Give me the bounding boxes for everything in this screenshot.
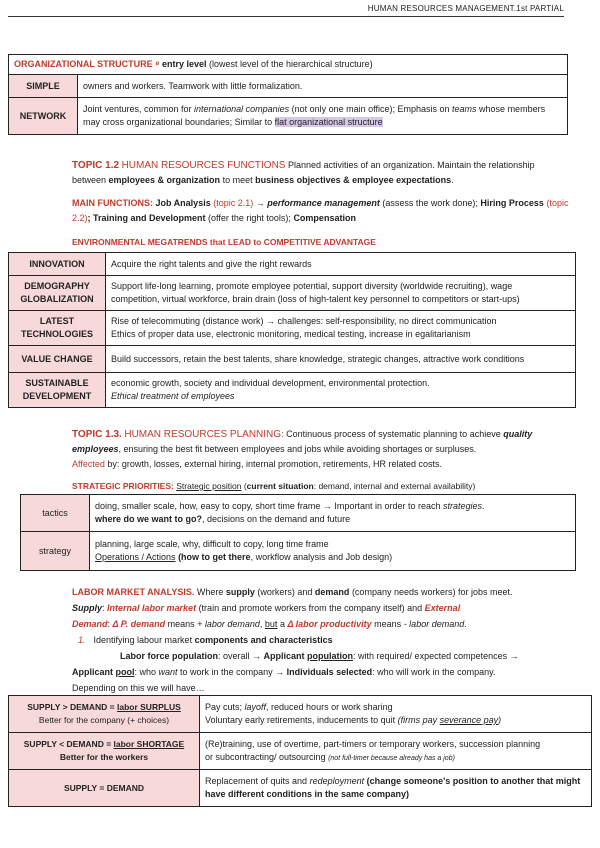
network-t2: international companies: [194, 104, 290, 114]
shortage-label1: SUPPLY < DEMAND =: [23, 739, 114, 749]
tactics-l2a: where do we want to go?: [95, 514, 203, 524]
labor-item1b: components and characteristics: [194, 635, 333, 645]
shortage-text: [200, 733, 592, 770]
labor-ap4: want: [158, 667, 178, 677]
org-title-rest: (lowest level of the hierarchical structure): [209, 59, 373, 69]
simple-label: SIMPLE: [9, 75, 78, 98]
equal-label: SUPPLY = DEMAND: [9, 770, 200, 807]
page-header: HUMAN RESOURCES MANAGEMENT.1st PARTIAL: [367, 4, 564, 13]
surplus-l2b: (firms pay: [397, 715, 440, 725]
megatrend-line: Ethics of proper data use, electronic monitoring, medical testing, increase in egalitarianism: [111, 329, 471, 339]
megatrend-line: Acquire the right talents and give the right rewards: [111, 258, 312, 269]
topic12-num: TOPIC 1.2: [72, 160, 120, 171]
mf1: Job Analysis: [155, 198, 211, 208]
shortage-l1: (Re)training, use of overtime, part-timers or temporary workers, succession planning: [205, 738, 541, 749]
labor-s1: Supply: [72, 603, 103, 613]
surplus-l2d: ): [498, 715, 502, 725]
tactics-text: [90, 495, 576, 532]
labor-d10: means: [371, 619, 404, 629]
topic13-d2: quality employees: [72, 429, 533, 454]
org-title-bold: entry level: [161, 59, 207, 69]
network-text: [78, 98, 568, 135]
topic13-title: HUMAN RESOURCES PLANNING: [124, 429, 282, 440]
surplus-l2a: Voluntary early retirements, inducements to quit: [205, 715, 398, 725]
shortage-l2a: or subcontracting/ outsourcing: [205, 751, 329, 762]
labor-d6: ,: [259, 619, 265, 629]
labor-d11: - labor demand: [403, 619, 465, 629]
megatrend-text: [106, 276, 576, 311]
strategy-l2b: (how to get there: [178, 552, 251, 562]
strategy-text: [90, 532, 576, 571]
megatrend-line: Ethical treatment of employees: [111, 391, 235, 401]
megatrend-label: LATEST TECHNOLOGIES: [9, 311, 106, 346]
network-label: NETWORK: [9, 98, 78, 135]
equal-text: [200, 770, 592, 807]
topic12-desc1: Planned activities of an organization. Maintain the relationship between: [72, 160, 535, 185]
megatrend-line: Support life-long learning, promote employee potential, support diversity (worldwide recruiting), wage: [111, 281, 513, 291]
labor-intro: [72, 584, 572, 696]
strategic-priorities: [72, 479, 570, 494]
network-t3: (not only one main office); Emphasis on: [289, 104, 453, 114]
labor-t5: (company needs workers) for jobs meet.: [349, 587, 513, 597]
megatrend-label: INNOVATION: [9, 253, 106, 276]
sp-c: current situation: [246, 481, 314, 491]
strategy-label: strategy: [21, 532, 90, 571]
strategy-l2c: , workflow analysis and Job design): [250, 552, 393, 562]
topic12-desc5: .: [451, 175, 454, 185]
labor-d4: means: [165, 619, 198, 629]
labor-d7: but: [264, 619, 278, 629]
surplus-label: [9, 696, 200, 733]
org-structure-table: [8, 54, 568, 135]
header-rule: [8, 16, 564, 17]
network-t1: Joint ventures, common for: [83, 104, 195, 114]
mf1-c: (assess the work done);: [382, 198, 478, 208]
mf2-ref: (topic 2.2): [72, 198, 569, 223]
labor-d2: :: [107, 619, 113, 629]
labor-ap3: : who: [134, 667, 159, 677]
topic12-desc4: business objectives & employee expectations: [255, 175, 452, 185]
topic13-num: TOPIC 1.3.: [72, 429, 122, 440]
tactics-l1b: strategies: [443, 501, 483, 511]
surplus-label1: SUPPLY > DEMAND =: [27, 702, 117, 712]
affected-text: by: growth, losses, external hiring, internal promotion, retirements, HR related costs.: [107, 459, 443, 469]
megatrends-table: [8, 252, 576, 408]
network-t6: flat organizational structure: [274, 117, 383, 127]
megatrend-text: [106, 346, 576, 373]
sp-label: STRATEGIC PRIORITIES:: [72, 481, 174, 491]
mf2: Hiring Process: [480, 198, 544, 208]
sp-b: (: [243, 481, 247, 491]
mf3: ; Training and Development: [87, 213, 206, 223]
labor-title: LABOR MARKET ANALYSIS.: [72, 587, 195, 597]
org-title-mark: ⁸: [155, 59, 160, 69]
tactics-l1a: doing, smaller scale, how, easy to copy, short time frame → Important in order to reach: [95, 501, 443, 511]
megatrend-label: SUSTAINABLE DEVELOPMENT: [9, 373, 106, 408]
labor-ap1: Applicant: [72, 667, 116, 677]
shortage-label: [9, 733, 200, 770]
labor-t3: (workers) and: [254, 587, 315, 597]
topic12-title: HUMAN RESOURCES FUNCTIONS: [121, 160, 286, 171]
main-functions: [72, 196, 570, 226]
labor-s2: :: [102, 603, 108, 613]
megatrend-label: DEMOGRAPHY GLOBALIZATION: [9, 276, 106, 311]
labor-ap5: to work in the company →: [177, 667, 287, 677]
mf1-ref: (topic 2.1): [213, 198, 254, 208]
labor-d12: .: [464, 619, 467, 629]
surplus-label2: Better for the company (+ choices): [38, 715, 170, 725]
megatrend-line: Rise of telecommuting (distance work) → challenges: self-responsibility, no direct communication: [111, 316, 497, 326]
network-t5: whose members may cross organizational boundaries; Similar to: [83, 104, 546, 127]
labor-item1a: Identifying labour market: [93, 635, 195, 645]
equal-l2: have different conditions in the same company): [205, 789, 410, 799]
mf4: Compensation: [293, 213, 356, 223]
labor-ap7: : who will work in the company.: [372, 667, 496, 677]
topic12-intro: [72, 158, 570, 188]
network-t4: teams: [452, 104, 477, 114]
org-title-cell: [9, 55, 568, 75]
labor-item-num: 1.: [78, 635, 86, 645]
affected-label: Affected: [72, 459, 105, 469]
strategy-l2a: Operations / Actions: [95, 552, 176, 562]
strategy-l1: planning, large scale, why, difficult to copy, long time frame: [95, 539, 329, 549]
labor-ap2: pool: [115, 667, 135, 677]
tactics-l1c: .: [482, 501, 485, 511]
surplus-label1u: labor SURPLUS: [117, 702, 181, 712]
tactics-label: tactics: [21, 495, 90, 532]
surplus-l1c: , reduced hours or work sharing: [266, 702, 393, 712]
megatrend-text: [106, 253, 576, 276]
labor-lf1: Labor force population: [120, 651, 218, 661]
megatrend-label: VALUE CHANGE: [9, 346, 106, 373]
labor-d1: Demand: [72, 619, 108, 629]
equal-l1a: Replacement of quits and: [205, 776, 310, 786]
surplus-l2c: severance pay: [439, 715, 499, 725]
mf1-arrow: →: [255, 198, 265, 208]
megatrend-text: [106, 311, 576, 346]
topic12-desc2: employees & organization: [108, 175, 221, 185]
topic13-d1: Continuous process of systematic planning to achieve: [286, 429, 501, 439]
surplus-l1a: Pay cuts;: [205, 702, 245, 712]
mf1-b: performance management: [267, 198, 380, 208]
tactics-strategy-table: [20, 494, 576, 571]
labor-t4: demand: [314, 587, 350, 597]
surplus-text: [200, 696, 592, 733]
surplus-l1b: layoff: [244, 702, 267, 712]
mf3-c: (offer the right tools);: [208, 213, 291, 223]
topic13-d3: , ensuring the best fit between employees and jobs while avoiding shortages or surpluses.: [118, 444, 477, 454]
labor-d3: Δ P. demand: [112, 619, 166, 629]
shortage-label1u: labor SHORTAGE: [113, 739, 185, 749]
tactics-l2b: , decisions on the demand and future: [202, 514, 351, 524]
labor-t1: Where: [196, 587, 226, 597]
megatrend-line: competition, virtual workforce, brain drain (loss of high-talent key personnel to competitors or start-ups): [111, 294, 520, 304]
sp-d: : demand, internal and external availability): [313, 481, 476, 491]
labor-lf5: : with required/ expected competences →: [353, 651, 519, 661]
equal-l1c: (change someone's position to another that might: [364, 776, 581, 786]
labor-s4: (train and promote workers from the company itself) and: [196, 603, 425, 613]
labor-d9: Δ labor productivity: [287, 619, 372, 629]
topic13-intro: [72, 427, 570, 472]
shortage-label2: Better for the workers: [59, 752, 149, 762]
labor-t2: supply: [225, 587, 255, 597]
topic13-colon: :: [281, 429, 284, 439]
labor-lf4: population: [307, 651, 354, 661]
labor-s3: Internal labor market: [107, 603, 197, 613]
supply-demand-table: [8, 695, 592, 807]
labor-d5: + labor demand: [197, 619, 260, 629]
simple-text: owners and workers. Teamwork with little formalization.: [78, 75, 568, 98]
labor-lf3: Applicant: [263, 651, 308, 661]
labor-s5: External: [424, 603, 461, 613]
labor-ap6: Individuals selected: [286, 667, 373, 677]
labor-d8: a: [277, 619, 288, 629]
org-title: ORGANIZATIONAL STRUCTURE: [14, 59, 153, 69]
mf-label: MAIN FUNCTIONS:: [72, 198, 153, 208]
megatrend-text: [106, 373, 576, 408]
sp-a: Strategic position: [176, 481, 242, 491]
topic12-desc3: to meet: [220, 175, 256, 185]
equal-l1b: redeployment: [309, 776, 365, 786]
shortage-l2b: (not full-timer because already has a job): [328, 754, 455, 762]
megatrend-line: economic growth, society and individual development, environmental protection.: [111, 378, 430, 388]
labor-dep: Depending on this we will have…: [72, 683, 205, 693]
labor-lf2: : overall →: [218, 651, 264, 661]
megatrend-line: Build successors, retain the best talents, share knowledge, strategic changes, attractive work conditions: [111, 353, 525, 364]
megatrends-title: ENVIRONMENTAL MEGATRENDS that LEAD to COMPETITIVE ADVANTAGE: [72, 237, 376, 247]
